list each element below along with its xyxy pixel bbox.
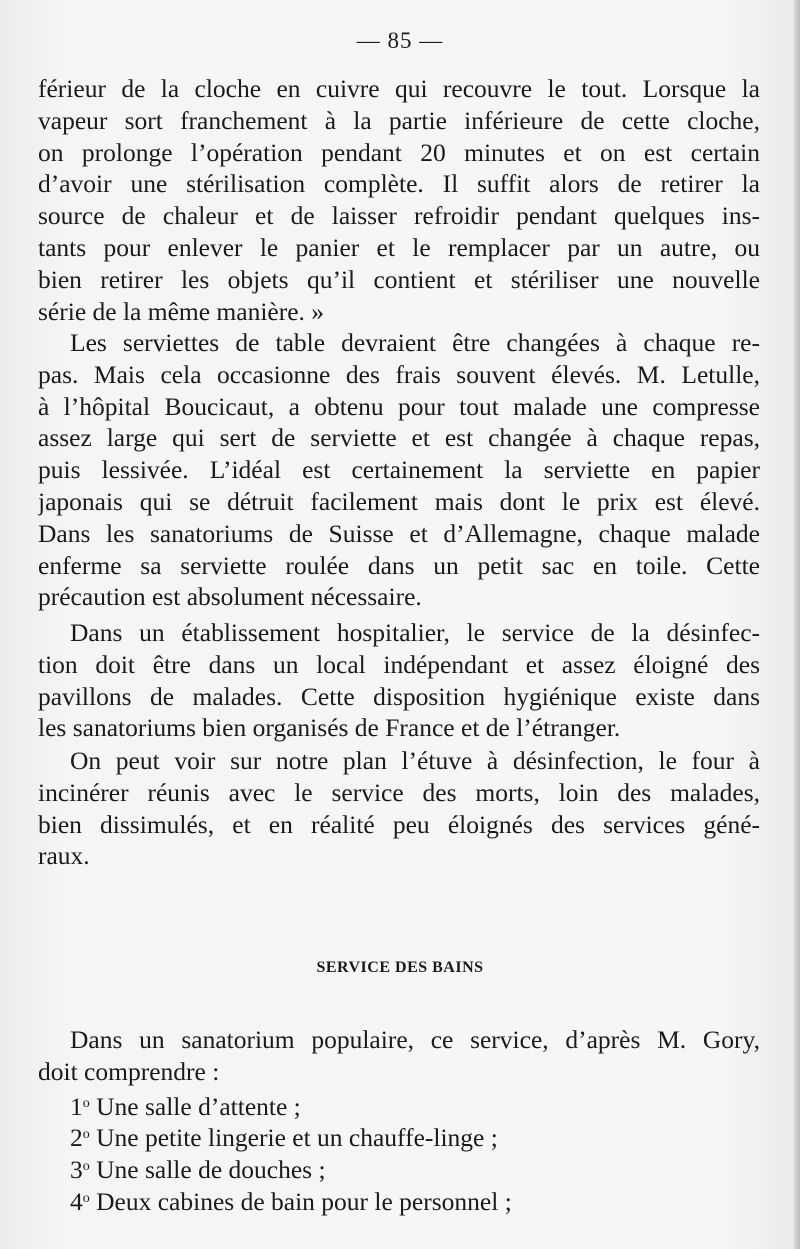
list-item-text: Une salle de douches ; — [89, 1155, 326, 1185]
text-line: japonais qui se détruit facilement mais dont le prix est élevé. — [38, 486, 760, 516]
paragraph-3 — [38, 617, 760, 744]
paragraph-1 — [38, 73, 760, 327]
paragraph-4 — [38, 745, 760, 872]
paragraph-2 — [38, 327, 760, 613]
text-line: Dans un établissement hospitalier, le service de la désinfec- — [70, 618, 760, 647]
text-line: à l’hôpital Boucicaut, a obtenu pour tout malade une compresse — [38, 391, 760, 421]
list-item-text: Une salle d’attente ; — [89, 1091, 301, 1121]
list-item-number — [70, 1092, 90, 1121]
list-item — [38, 1151, 760, 1183]
list-item — [38, 1119, 760, 1151]
list-number-digit: 1 — [70, 1091, 83, 1121]
text-line: bien dissimulés, et en réalité peu éloignés des services géné- — [38, 809, 760, 839]
text-line: férieur de la cloche en cuivre qui recouvre le tout. Lorsque la — [38, 74, 760, 103]
text-line: précaution est absolument nécessaire. — [38, 582, 422, 612]
text-line: Les serviettes de table devraient être changées à chaque re- — [70, 328, 760, 357]
text-line: on prolonge l’opération pendant 20 minutes et on est certain — [38, 137, 760, 167]
text-line: bien retirer les objets qu’il contient et stériliser une nouvelle — [38, 264, 760, 294]
section-heading: SERVICE DES BAINS — [316, 959, 484, 976]
list-item-number — [70, 1187, 90, 1216]
list-number-ordinal: o — [82, 1190, 90, 1206]
text-line: d’avoir une stérilisation complète. Il suffit alors de retirer la — [38, 169, 760, 199]
text-line: vapeur sort franchement à la partie inférieure de cette cloche, — [38, 105, 760, 135]
text-line: pas. Mais cela occasionne des frais souvent élevés. M. Letulle, — [38, 359, 760, 389]
requirements-list — [38, 1088, 760, 1215]
text-line: Dans les sanatoriums de Suisse et d’Allemagne, chaque malade — [38, 518, 760, 548]
text-line: incinérer réunis avec le service des morts, loin des malades, — [38, 777, 760, 807]
text-line: les sanatoriums bien organisés de France et de l’étranger. — [38, 713, 621, 743]
list-number-ordinal: o — [82, 1159, 90, 1175]
list-item-text: Une petite lingerie et un chauffe-linge ; — [89, 1123, 498, 1153]
text-line: pavillons de malades. Cette disposition hygiénique existe dans — [38, 681, 760, 711]
list-item-number — [70, 1123, 90, 1152]
text-line: Dans un sanatorium populaire, ce service, d’après M. Gory, — [70, 1025, 760, 1054]
text-line: tion doit être dans un local indépendant et assez éloigné des — [38, 649, 760, 679]
text-line: puis lessivée. L’idéal est certainement la serviette en papier — [38, 455, 760, 485]
text-line: doit comprendre : — [38, 1056, 220, 1086]
list-number-ordinal: o — [82, 1127, 90, 1143]
list-item — [38, 1088, 760, 1120]
paragraph-5 — [38, 1024, 760, 1215]
page-edge — [794, 0, 800, 1249]
list-number-digit: 3 — [70, 1155, 83, 1185]
list-number-ordinal: o — [82, 1095, 90, 1111]
list-item-text: Deux cabines de bain pour le personnel ; — [89, 1186, 512, 1216]
text-line: assez large qui sert de serviette et est changée à chaque repas, — [38, 423, 760, 453]
text-line: source de chaleur et de laisser refroidir pendant quelques ins- — [38, 201, 760, 231]
list-number-digit: 2 — [70, 1123, 83, 1153]
list-item — [38, 1183, 760, 1215]
page-number: — 85 — — [356, 28, 444, 53]
text-line: raux. — [38, 841, 90, 871]
text-line: série de la même manière. » — [38, 296, 325, 326]
list-item-number — [70, 1155, 90, 1184]
list-number-digit: 4 — [70, 1186, 83, 1216]
text-line: tants pour enlever le panier et le remplacer par un autre, ou — [38, 232, 760, 262]
text-line: enferme sa serviette roulée dans un petit sac en toile. Cette — [38, 550, 760, 580]
text-line: On peut voir sur notre plan l’étuve à désinfection, le four à — [70, 746, 760, 775]
